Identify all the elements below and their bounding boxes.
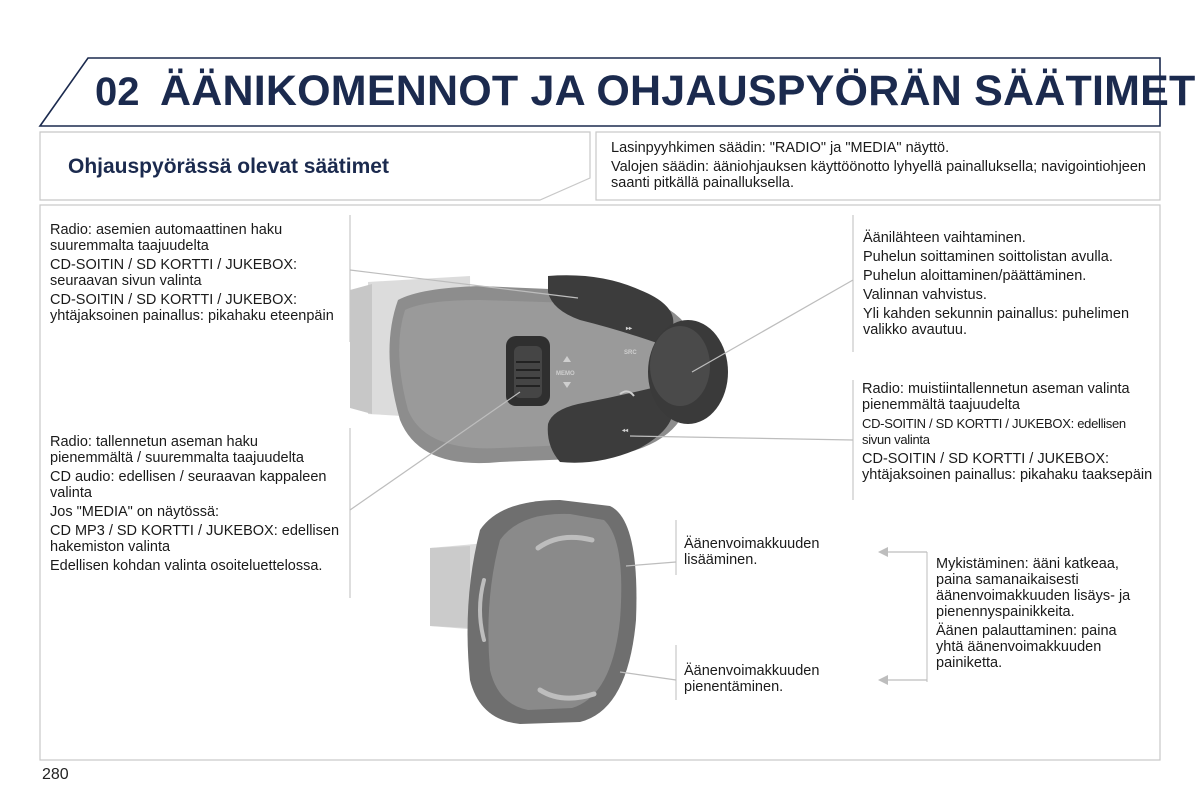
text-paragraph: Radio: asemien automaattinen haku suuremmalta taajuudelta [50,222,283,254]
section-title: Ohjauspyörässä olevat säätimet [68,155,389,178]
note-line-1: Lasinpyyhkimen säädin: "RADIO" ja "MEDIA" näyttö. [611,140,950,156]
page-number: 280 [42,766,69,783]
volume-up-label: Äänenvoimakkuuden lisääminen. [684,536,820,568]
src-label: SRC [624,350,637,356]
text-paragraph: CD-SOITIN / SD KORTTI / JUKEBOX: edellisen sivun valinta [862,416,1126,447]
top-right-note [611,140,1151,194]
note-line-2: Valojen säädin: ääniohjauksen käyttöönotto lyhyellä painalluksella; navigointiohjeen saanti pitkällä painalluksella. [611,159,1146,191]
upper-control-stalk [350,275,728,463]
text-paragraph: Puhelun soittaminen soittolistan avulla. [863,249,1113,265]
text-paragraph: CD-SOITIN / SD KORTTI / JUKEBOX: yhtäjaksoinen painallus: pikahaku taaksepäin [862,451,1153,483]
volume-control-stalk [430,500,636,724]
left-lower-text [50,434,345,577]
text-paragraph: Mykistäminen: ääni katkeaa, paina samanaikaisesti äänenvoimakkuuden lisäys- ja pienennyspainikkeita. [936,556,1131,620]
prev-symbol: ◂◂ [622,428,629,434]
chapter-number: 02 [95,70,140,114]
text-paragraph: Valinnan vahvistus. [863,287,987,303]
text-paragraph: Äänilähteen vaihtaminen. [863,230,1026,246]
memo-label: MEMO [556,371,575,377]
text-paragraph: CD MP3 / SD KORTTI / JUKEBOX: edellisen hakemiston valinta [50,523,340,555]
text-paragraph: Radio: muistiintallennetun aseman valinta pienemmältä taajuudelta [862,381,1130,413]
next-symbol: ▸▸ [626,326,633,332]
text-paragraph: CD-SOITIN / SD KORTTI / JUKEBOX: seuraavan sivun valinta [50,257,298,289]
text-paragraph: Puhelun aloittaminen/päättäminen. [863,268,1087,284]
text-paragraph: Radio: tallennetun aseman haku pienemmältä / suuremmalta taajuudelta [50,434,304,466]
text-paragraph: Äänen palauttaminen: paina yhtä äänenvoimakkuuden painiketta. [936,623,1117,671]
volume-down-label: Äänenvoimakkuuden pienentäminen. [684,663,820,695]
text-paragraph: Jos "MEDIA" on näytössä: [50,504,220,520]
text-paragraph: Yli kahden sekunnin painallus: puhelimen valikko avautuu. [863,306,1130,338]
left-upper-text [50,222,342,327]
chapter-title: ÄÄNIKOMENNOT JA OHJAUSPYÖRÄN SÄÄTIMET [160,67,1196,115]
text-paragraph: CD-SOITIN / SD KORTTI / JUKEBOX: yhtäjaksoinen painallus: pikahaku eteenpäin [50,292,334,324]
mute-text [936,556,1146,674]
right-middle-text [862,381,1154,486]
right-upper-text [863,230,1153,341]
text-paragraph: CD audio: edellisen / seuraavan kappaleen valinta [50,469,327,501]
text-paragraph: Edellisen kohdan valinta osoiteluettelossa. [50,558,323,574]
